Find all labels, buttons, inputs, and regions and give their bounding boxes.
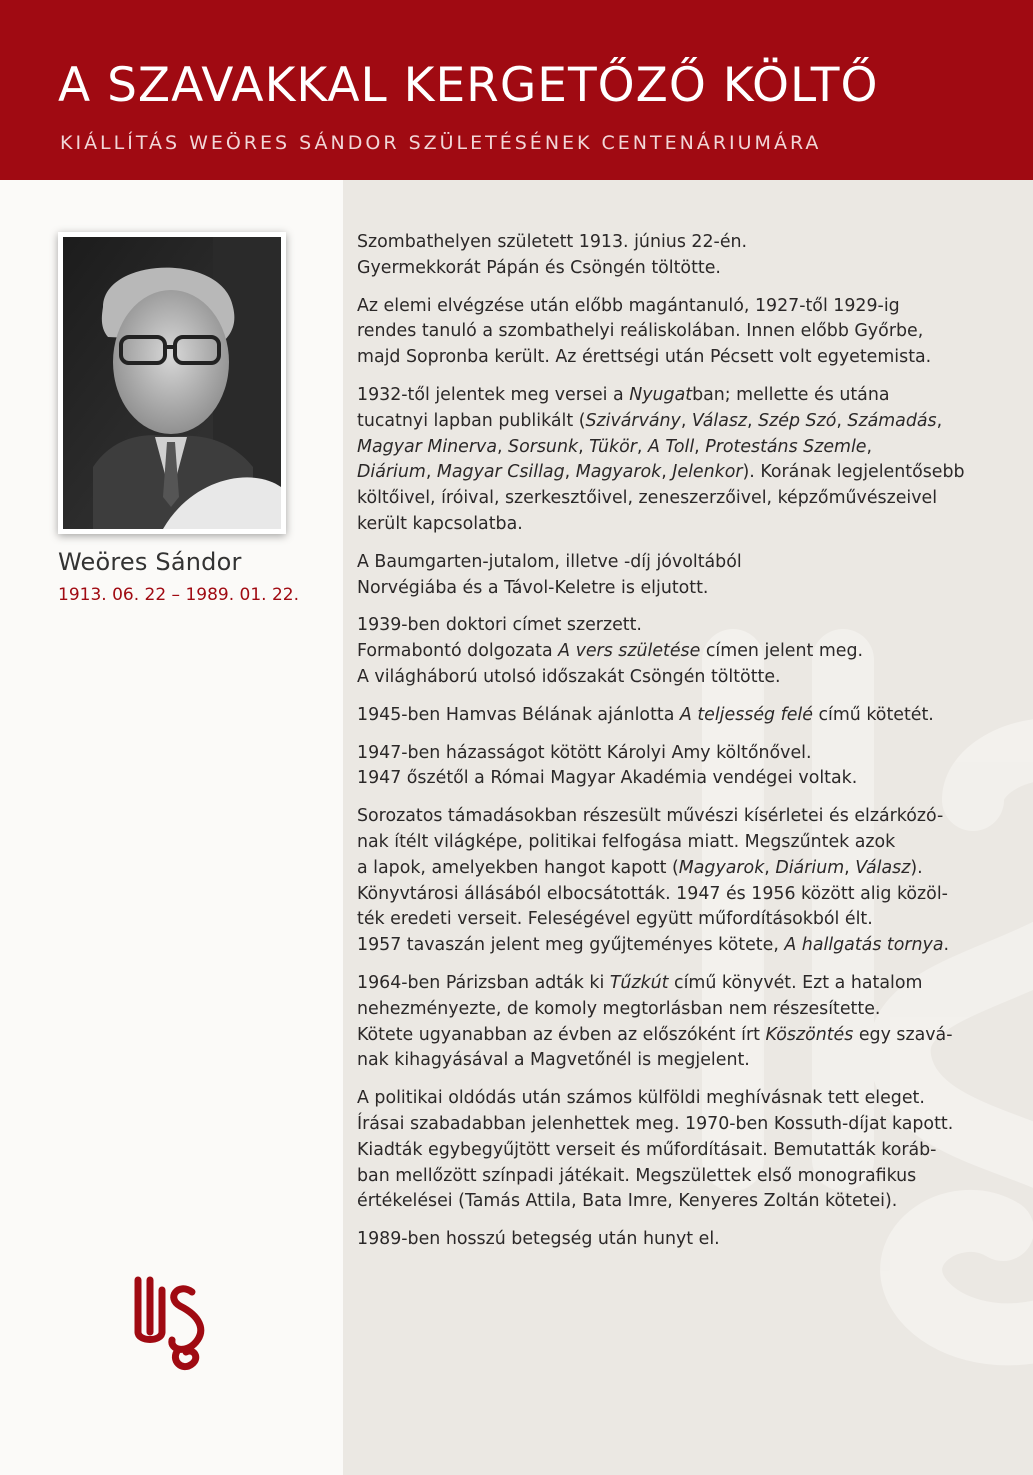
bio-line bbox=[357, 319, 987, 345]
bio-text: A Baumgarten-jutalom, illetve -díj jóvoltából bbox=[357, 551, 742, 572]
bio-line bbox=[357, 830, 987, 856]
bio-title-italic: Tükör bbox=[589, 436, 637, 457]
bio-title-italic: Protestáns Szemle bbox=[705, 436, 867, 457]
bio-line bbox=[357, 933, 987, 959]
bio-title-italic: Szivárvány bbox=[585, 410, 681, 431]
bio-line bbox=[357, 550, 987, 576]
bio-text: , bbox=[844, 857, 856, 878]
bio-title-italic: Diárium bbox=[357, 462, 426, 483]
bio-paragraph bbox=[357, 550, 987, 602]
bio-title-italic: Magyarok bbox=[575, 462, 662, 483]
bio-line bbox=[357, 741, 987, 767]
bio-title-italic: Számadás bbox=[847, 410, 937, 431]
bio-text: nehezményezte, de komoly megtorlásban nem részesítette. bbox=[357, 998, 881, 1019]
bio-text: költőivel, íróival, szerkesztőivel, zeneszerzőivel, képzőművészeivel bbox=[357, 488, 938, 509]
bio-title-italic: Válasz bbox=[691, 410, 748, 431]
bio-line bbox=[357, 856, 987, 882]
bio-line bbox=[357, 486, 987, 512]
bio-paragraph bbox=[357, 804, 987, 959]
bio-text: rendes tanuló a szombathelyi reáliskolában. Innen előbb Győrbe, bbox=[357, 321, 924, 342]
bio-title-italic: A hallgatás tornya bbox=[784, 935, 944, 956]
bio-text: 1989-ben hosszú betegség után hunyt el. bbox=[357, 1229, 720, 1250]
bio-text: című könyvét. Ezt a hatalom bbox=[668, 972, 923, 993]
bio-paragraph bbox=[357, 1227, 987, 1253]
portrait-image bbox=[63, 237, 281, 529]
bio-title-italic: Jelenkor bbox=[672, 462, 743, 483]
portrait-photo bbox=[58, 232, 286, 534]
bio-line bbox=[357, 997, 987, 1023]
bio-line bbox=[357, 576, 987, 602]
bio-line bbox=[357, 665, 987, 691]
bio-text: egy szavá- bbox=[853, 1024, 953, 1045]
bio-line bbox=[357, 971, 987, 997]
bio-text: nak kihagyásával a Magvetőnél is megjelent. bbox=[357, 1050, 750, 1071]
bio-text: , bbox=[496, 436, 509, 457]
bio-title-italic: A vers születése bbox=[558, 641, 701, 662]
bio-line bbox=[357, 512, 987, 538]
bio-text: ban mellőzött színpadi játékait. Megszülettek első monografikus bbox=[357, 1165, 917, 1186]
bio-text: Sorozatos támadásokban részesült művészi kísérletei és elzárkózó- bbox=[357, 806, 944, 827]
bio-line bbox=[357, 1138, 987, 1164]
bio-title-italic: Magyar Minerva bbox=[357, 436, 497, 457]
bio-text: a lapok, amelyekben hangot kapott ( bbox=[357, 857, 679, 878]
bio-text: Norvégiába és a Távol-Keletre is eljutott. bbox=[357, 577, 709, 598]
bio-title-italic: Tűzkút bbox=[609, 972, 669, 993]
bio-text: 1947 őszétől a Római Magyar Akadémia vendégei voltak. bbox=[357, 768, 858, 789]
bio-text: , bbox=[636, 436, 648, 457]
bio-text: , bbox=[425, 462, 437, 483]
bio-title-italic: Magyar Csillag bbox=[436, 462, 565, 483]
bio-text: 1932-től jelentek meg versei a bbox=[357, 384, 630, 405]
bio-line bbox=[357, 345, 987, 371]
bio-text: ). bbox=[910, 857, 923, 878]
bio-line bbox=[357, 907, 987, 933]
bio-text: A világháború utolsó időszakát Csöngén töltötte. bbox=[357, 666, 781, 687]
header-banner bbox=[0, 0, 1033, 180]
bio-line bbox=[357, 230, 987, 256]
bio-text: ték eredeti verseit. Feleségével együtt műfordításokból élt. bbox=[357, 909, 873, 930]
page-subtitle: KIÁLLÍTÁS WEÖRES SÁNDOR SZÜLETÉSÉNEK CENTENÁRIUMÁRA bbox=[60, 132, 822, 154]
bio-text: Az elemi elvégzése után előbb magántanuló, 1927-től 1929-ig bbox=[357, 295, 900, 316]
bio-text: , bbox=[694, 436, 706, 457]
page-title: A SZAVAKKAL KERGETŐZŐ KÖLTŐ bbox=[58, 58, 879, 113]
bio-title-italic: Köszöntés bbox=[765, 1024, 854, 1045]
bio-text: , bbox=[936, 410, 943, 431]
bio-line bbox=[357, 460, 987, 486]
bio-line bbox=[357, 639, 987, 665]
bio-paragraph bbox=[357, 613, 987, 690]
portrait-name: Weöres Sándor bbox=[58, 548, 242, 576]
bio-text: , bbox=[747, 410, 759, 431]
bio-paragraph bbox=[357, 971, 987, 1074]
bio-title-italic: Nyugat bbox=[629, 384, 693, 405]
bio-text: , bbox=[564, 462, 576, 483]
bio-text: Kiadták egybegyűjtött verseit és műfordításait. Bemutatták koráb- bbox=[357, 1139, 937, 1160]
bio-line bbox=[357, 1164, 987, 1190]
bio-text: 1939-ben doktori címet szerzett. bbox=[357, 615, 642, 636]
bio-line bbox=[357, 256, 987, 282]
bio-text: , bbox=[578, 436, 590, 457]
bio-line bbox=[357, 613, 987, 639]
bio-title-italic: A Toll bbox=[647, 436, 695, 457]
bio-paragraph bbox=[357, 230, 987, 282]
bio-paragraph bbox=[357, 294, 987, 371]
bio-line bbox=[357, 882, 987, 908]
bio-text: , bbox=[764, 857, 776, 878]
bio-text: , bbox=[661, 462, 673, 483]
bio-text: tucatnyi lapban publikált ( bbox=[357, 410, 586, 431]
bio-line bbox=[357, 703, 987, 729]
bio-line bbox=[357, 1048, 987, 1074]
bio-text: , bbox=[836, 410, 848, 431]
bio-line bbox=[357, 804, 987, 830]
bio-text: Könyvtárosi állásából elbocsátották. 1947 és 1956 között alig közöl- bbox=[357, 883, 948, 904]
biography-text bbox=[357, 230, 987, 1265]
bio-text: Írásai szabadabban jelenhettek meg. 1970-ben Kossuth-díjat kapott. bbox=[357, 1113, 954, 1134]
bio-line bbox=[357, 1023, 987, 1049]
bio-paragraph bbox=[357, 1086, 987, 1215]
bio-paragraph bbox=[357, 741, 987, 793]
bio-paragraph bbox=[357, 703, 987, 729]
bio-paragraph bbox=[357, 383, 987, 538]
bio-text: majd Sopronba került. Az érettségi után Pécsett volt egyetemista. bbox=[357, 347, 932, 368]
bio-text: Formabontó dolgozata bbox=[357, 641, 559, 662]
bio-text: címen jelent meg. bbox=[700, 641, 864, 662]
ws-monogram-icon bbox=[130, 1272, 214, 1376]
bio-line bbox=[357, 409, 987, 435]
bio-text: 1945-ben Hamvas Bélának ajánlotta bbox=[357, 704, 680, 725]
bio-text: 1964-ben Párizsban adták ki bbox=[357, 972, 610, 993]
bio-line bbox=[357, 766, 987, 792]
bio-text: . bbox=[943, 935, 950, 956]
bio-text: ). Korának legjelentősebb bbox=[742, 462, 965, 483]
bio-line bbox=[357, 435, 987, 461]
portrait-dates: 1913. 06. 22 – 1989. 01. 22. bbox=[58, 585, 299, 605]
bio-text: A politikai oldódás után számos külföldi meghívásnak tett eleget. bbox=[357, 1088, 925, 1109]
bio-text: került kapcsolatba. bbox=[357, 513, 523, 534]
bio-line bbox=[357, 1227, 987, 1253]
bio-text: ban; mellette és utána bbox=[692, 384, 890, 405]
bio-title-italic: Sorsunk bbox=[508, 436, 579, 457]
bio-line bbox=[357, 1112, 987, 1138]
bio-title-italic: Válasz bbox=[855, 857, 911, 878]
bio-text: Kötete ugyanabban az évben az előszóként írt bbox=[357, 1024, 766, 1045]
bio-text: 1947-ben házasságot kötött Károlyi Amy költőnővel. bbox=[357, 742, 812, 763]
bio-line bbox=[357, 1086, 987, 1112]
bio-line bbox=[357, 1189, 987, 1215]
bio-title-italic: Diárium bbox=[775, 857, 845, 878]
bio-text: Szombathelyen született 1913. június 22-én. bbox=[357, 232, 748, 252]
bio-text: , bbox=[866, 436, 873, 457]
bio-text: nak ítélt világképe, politikai felfogása miatt. Megszűntek azok bbox=[357, 831, 896, 852]
bio-text: 1957 tavaszán jelent meg gyűjteményes kötete, bbox=[357, 935, 785, 956]
bio-text: értékelései (Tamás Attila, Bata Imre, Kenyeres Zoltán kötetei). bbox=[357, 1191, 898, 1212]
bio-text: Gyermekkorát Pápán és Csöngén töltötte. bbox=[357, 257, 721, 278]
bio-text: , bbox=[680, 410, 692, 431]
bio-line bbox=[357, 294, 987, 320]
bio-title-italic: Szép Szó bbox=[758, 410, 837, 431]
bio-title-italic: Magyarok bbox=[678, 857, 765, 878]
bio-line bbox=[357, 383, 987, 409]
bio-text: című kötetét. bbox=[812, 704, 934, 725]
bio-title-italic: A teljesség felé bbox=[679, 704, 813, 725]
